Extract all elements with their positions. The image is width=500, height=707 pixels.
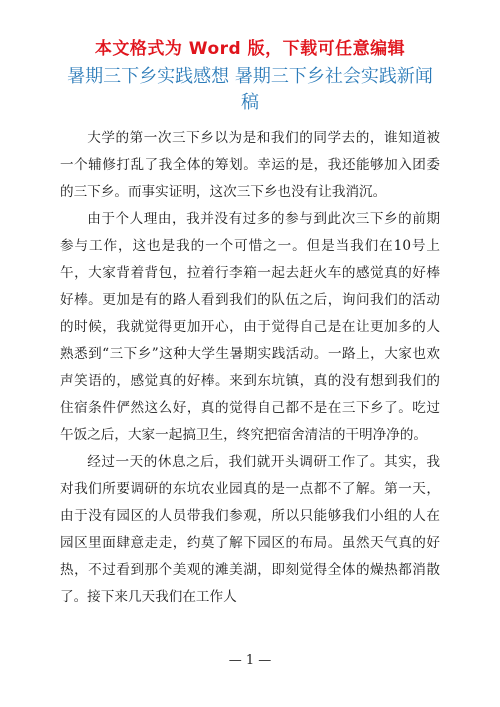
paragraph-2: 由于个人理由，我并没有过多的参与到此次三下乡的前期参与工作，这也是我的一个可惜之一。但是当我们在10号上午，大家背着背包，拉着行李箱一起去赶火车的感觉真的好棒好棒。更加是有的路人看到我们的队伍之后，询问我们的活动的时候，我就觉得更加开心，由于觉得自己是在让更加多的人熟悉到“三下乡”这种大学生暑期实践活动。一路上，大家也欢声笑语的，感觉真的好棒。来到东坑镇，真的没有想到我们的住宿条件俨然这么好，真的觉得自己都不是在三下乡了。吃过午饭之后，大家一起搞卫生，终究把宿舍清洁的干明净净的。	[60, 211, 440, 443]
page-number: — 1 —	[228, 653, 272, 668]
document-title: 暑期三下乡实践感想 暑期三下乡社会实践新闻稿	[67, 66, 433, 113]
article-body	[60, 125, 440, 611]
format-banner: 本文格式为 Word 版，下载可任意编辑	[94, 39, 406, 59]
paragraph-3: 经过一天的休息之后，我们就开头调研工作了。其实，我对我们所要调研的东坑农业园真的是一点都不了解。第一天，由于没有园区的人员带我们参观，所以只能够我们小组的人在园区里面肆意走走，约莫了解下园区的布局。虽然天气真的好热，不过看到那个美观的滩美湖，即刻觉得全体的燥热都消散了。接下来几天我们在工作人	[60, 454, 440, 605]
paragraph-1: 大学的第一次三下乡以为是和我们的同学去的，谁知道被一个辅修打乱了我全体的筹划。幸运的是，我还能够加入团委的三下乡。而事实证明，这次三下乡也没有让我消沉。	[60, 130, 440, 200]
